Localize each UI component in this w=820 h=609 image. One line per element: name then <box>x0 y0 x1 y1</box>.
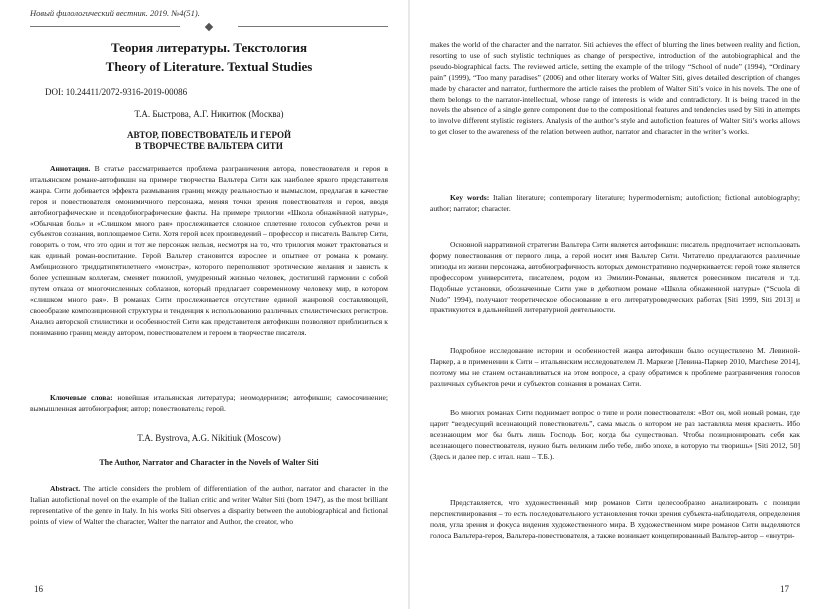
authors-en: T.A. Bystrova, A.G. Nikitiuk (Moscow) <box>137 433 281 443</box>
keywords-en-label: Key words: <box>450 193 490 202</box>
keywords-ru <box>30 393 388 415</box>
page-number-left: 16 <box>34 584 43 594</box>
keywords-en <box>430 193 800 215</box>
running-header: Новый филологический вестник. 2019. №4(51). <box>30 8 200 18</box>
body-paragraph-3: Во многих романах Сити поднимает вопрос о типе и роли повествователя: «Вот он, мой новый роман, где царит “вездесущий всезнающий повествователь”, сама мысль о котором не раз заставляла меня краснеть. Ибо всезнающим мог бы быть лишь Господь Бог, когда бы существовал. Чтобы позиционировать себя как всезнающего повествователя, нужно быть великим либо тебе, либо эпохе, в которую ты творишь» [Siti 2012, 50] (Здесь и далее пер. с итал. наш – Т.Б.). <box>430 408 800 461</box>
abstract-ru-text: В статье рассматривается проблема разграничения автора, повествователя и героя в итальянском романе-автофикшн на примере творчества Вальтера Сити как наиболее яркого представителя жанра. Сити добивается эффекта размывания границ между реальностью и вымыслом, предлагая в качестве героя и повествователя омонимичного персонажа, меняя точки зрения повествователя и героя, вводя автобиографические и псевдобиографические факты. На примере трилогии «Школа обнажённой натуры», «Обычная боль» и «Слишком много рая» прослеживается сложное сплетение голосов субъектов речи и субъектов сознания, воплощаемое Сити. Хотя герой всех произведений – профессор и писатель Вальтер Сити, говорить о том, что это один и тот же персонаж нельзя, несмотря на то, что трилогия может трактоваться и как единый роман-воспитание. Герой Вальтер становится взрослее и опытнее от романа к роману. Амбициозного тридцатипятилетнего «монстра», которого переполняют эротические желания и зависть к более успешным коллегам, сменяет пожилой, умудренный жизнью человек, достигший гармонии с собой путем отказа от многочисленных соблазнов, который предлагает современному человеку мир, в котором «слишком много рая». В романах Сити прослеживается отсутствие единой жанровой составляющей, своеобразие композиционной структуры и тенденция к использованию различных стилистических регистров. Анализ авторской стилистики и особенностей Сити как представителя автофикшн позволяют приблизиться к пониманию границ между автором, повествователем и героем в творчестве писателя. <box>30 164 388 337</box>
page-number-right: 17 <box>780 584 789 594</box>
title-ru-line2: В ТВОРЧЕСТВЕ ВАЛЬТЕРА СИТИ <box>135 141 283 151</box>
abstract-ru-label: Аннотация. <box>50 164 91 173</box>
authors-ru: Т.А. Быстрова, А.Г. Никитюк (Москва) <box>134 109 284 119</box>
abstract-en-label: Abstract. <box>50 484 81 493</box>
keywords-ru-text: новейшая итальянская литература; неомодернизм; автофикшн; самосочинение; вымышленная автобиография; автор; повествователь; герой. <box>30 393 388 413</box>
right-page <box>410 0 820 609</box>
section-title-ru: Теория литературы. Текстология <box>110 40 308 55</box>
body-paragraph-2: Подробное исследование истории и особенностей жанра автофикшн было осуществлено М. Левиной-Паркер, а в применении к Сити – итальянским исследователем Л. Маркезе [Левина-Паркер 2010, Marchese 2014], поэтому мы не станем останавливаться на этом вопросе, а сразу обратимся к проблеме разграничения голосов различных субъектов речи и субъектов сознания в романах Сити. <box>430 346 800 388</box>
abstract-en-continued: makes the world of the character and the narrator. Siti achieves the effect of blurring the lines between reality and fiction, resorting to use of such stylistic techniques as change of perspective, introduction of the autobiographical and the pseudo-biographical facts. The reviewed article, setting the example of the trilogy “School of nude” (1994), “Ordinary pain” (1999), “Too many paradises” (2006) and other literary works of Walter Siti, gives detailed description of changes made by character and narrator, furthermore the article raises the problem of Walter Siti’s voice in his novels. The one of them belongs to the narrator-intellectual, whose range of interests is wide and contradictory. It is being traced in the novels the absence of a single genre component due to the compositional features and tendencies used by Siti in attempts to involve different stylistic registers. Analysis of the author’s style and autofiction features of Walter Siti’s works allows to get closer to the awareness of the relation between author, narrator and character in the writer’s works. <box>430 40 800 137</box>
keywords-en-text: Italian literature; contemporary literature; hypermodernism; autofiction; fictional autobiography; author; narrator; character. <box>430 193 800 213</box>
abstract-en-text: The article considers the problem of differentiation of the author, narrator and character in the Italian autofictional novel on the example of the Italian critic and writer Walter Siti (born 1947), as the most brilliant representative of the genre in Italy. In his works Siti observes a disparity between the autobiographical and fictional points of view of Walter the character, Walter the narrator and Author, the creator, who <box>30 484 388 526</box>
title-ru-line1: АВТОР, ПОВЕСТВОВАТЕЛЬ И ГЕРОЙ <box>126 130 292 140</box>
doi: DOI: 10.24411/2072-9316-2019-00086 <box>45 87 188 97</box>
abstract-en <box>30 484 388 528</box>
section-title-en: Theory of Literature. Textual Studies <box>105 59 313 74</box>
body-paragraph-4: Представляется, что художественный мир романов Сити целесообразно анализировать с позиции перспективирования – то есть последовательного установления точки зрения субъекта-наблюдателя, определения поля, угла зрения и фокуса видения художественного мира. В художественном мире романов Сити выделяются голоса Вальтера-героя, Вальтера-повествователя, а также возникает концепированный Вальтер-автор – «внутри- <box>430 498 800 540</box>
article-title-en: The Author, Narrator and Character in the Novels of Walter Siti <box>99 458 319 467</box>
body-paragraph-1: Основной нарративной стратегии Вальтера Сити является автофикшн: писатель предпочитает использовать форму повествования от первого лица, а герой носит имя Вальтер Сити. Читателю предлагаются различные эпизоды из жизни персонажа, автобиографичность которых демонстративно подчеркивается: герой тоже является профессором университета, писателем, родом из Эмилии-Романьи, является ровесником писателя и т.д. Подобные установки, обозначенные Сити уже в дебютном романе «Школа обнаженной натуры» (“Scuola di Nudo” 1994), получают теоретическое обоснование в его литературоведческих работах [Siti 1999, Siti 2013] и практикуются в дальнейшей литературной деятельности. <box>430 240 800 315</box>
abstract-ru <box>30 164 388 339</box>
header-ornament <box>30 24 388 30</box>
keywords-ru-label: Ключевые слова: <box>50 393 113 402</box>
article-title-ru <box>30 130 388 152</box>
